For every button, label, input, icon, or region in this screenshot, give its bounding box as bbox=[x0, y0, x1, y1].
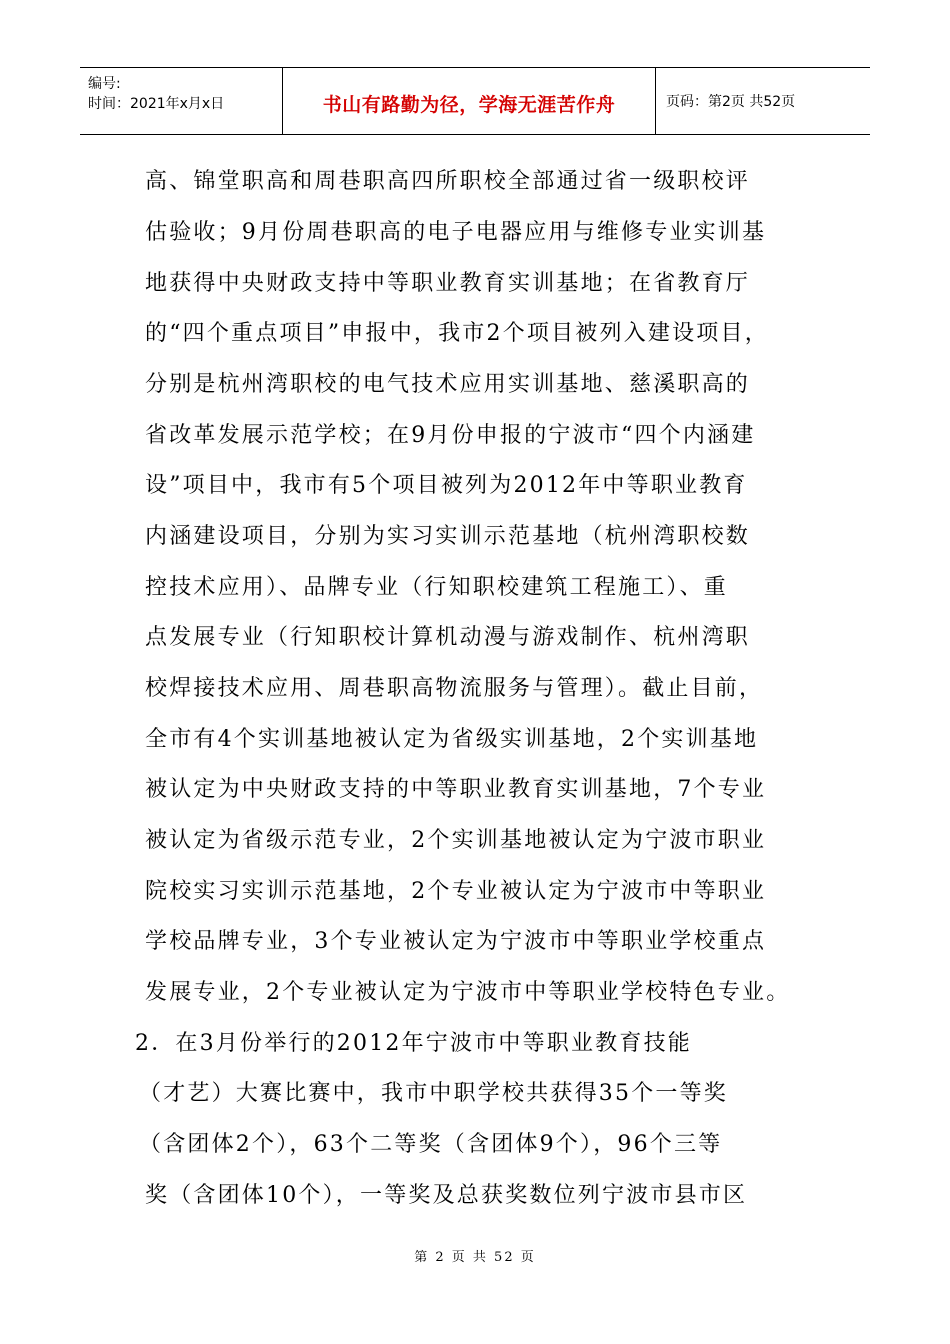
text-line: 院校实习实训示范基地，2个专业被认定为宁波市中等职业 bbox=[145, 879, 767, 904]
text-line: 全市有4个实训基地被认定为省级实训基地，2个实训基地 bbox=[145, 727, 759, 752]
text-line: 高、锦堂职高和周巷职高四所职校全部通过省一级职校评 bbox=[145, 169, 751, 194]
text-line: 估验收；9月份周巷职高的电子电器应用与维修专业实训基 bbox=[145, 220, 767, 245]
header-meta bbox=[80, 68, 283, 134]
number-label: 编号: bbox=[88, 76, 121, 92]
text-line: （才艺）大赛比赛中，我市中职学校共获得35个一等奖 bbox=[139, 1081, 728, 1106]
text-line: 分别是杭州湾职校的电气技术应用实训基地、慈溪职高的 bbox=[145, 372, 751, 397]
text-line: 的“四个重点项目”申报中，我市2个项目被列入建设项目， bbox=[145, 321, 769, 346]
document-header bbox=[80, 67, 870, 135]
text-line: 被认定为中央财政支持的中等职业教育实训基地，7个专业 bbox=[145, 777, 767, 802]
text-line: 校焊接技术应用、周巷职高物流服务与管理）。截止目前， bbox=[145, 676, 764, 701]
text-line: 省改革发展示范学校；在9月份申报的宁波市“四个内涵建 bbox=[145, 423, 756, 448]
text-line: （含团体2个），63个二等奖（含团体9个），96个三等 bbox=[139, 1132, 723, 1157]
text-line: 被认定为省级示范专业，2个实训基地被认定为宁波市职业 bbox=[145, 828, 767, 853]
text-line: 奖（含团体10个），一等奖及总获奖数位列宁波市县市区 bbox=[145, 1183, 748, 1208]
header-motto: 书山有路勤为径，学海无涯苦作舟 bbox=[283, 68, 656, 134]
text-line: 内涵建设项目，分别为实习实训示范基地（杭州湾职校数 bbox=[145, 524, 751, 549]
text-line: 点发展专业（行知职校计算机动漫与游戏制作、杭州湾职 bbox=[145, 625, 751, 650]
text-line: 学校品牌专业，3个专业被认定为宁波市中等职业学校重点 bbox=[145, 929, 767, 954]
header-page-info: 页码：第2页 共52页 bbox=[666, 94, 796, 110]
time-label: 时间：2021年x月x日 bbox=[88, 96, 225, 112]
page-footer: 第 2 页 共 52 页 bbox=[414, 1250, 536, 1265]
text-line: 设”项目中，我市有5个项目被列为2012年中等职业教育 bbox=[145, 473, 748, 498]
text-line: 发展专业，2个专业被认定为宁波市中等职业学校特色专业。 bbox=[145, 980, 791, 1005]
text-line: 2．在3月份举行的2012年宁波市中等职业教育技能 bbox=[135, 1031, 692, 1056]
text-line: 控技术应用）、品牌专业（行知职校建筑工程施工）、重 bbox=[145, 575, 729, 600]
text-line: 地获得中央财政支持中等职业教育实训基地；在省教育厅 bbox=[145, 271, 751, 296]
